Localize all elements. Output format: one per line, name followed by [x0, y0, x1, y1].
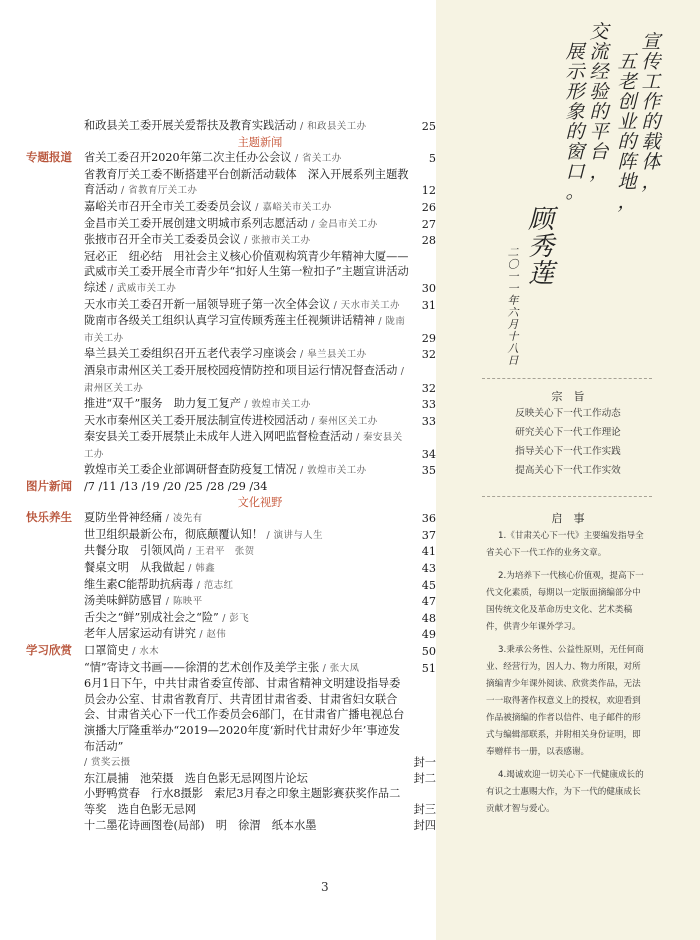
toc-page: 33 [421, 414, 436, 428]
toc-entry[interactable] [26, 413, 436, 430]
toc-entry[interactable] [26, 593, 436, 610]
toc-separator: / [184, 546, 196, 558]
toc-title: /7 /11 /13 /19 /20 /25 /28 /29 /34 [84, 480, 268, 494]
calligraphy-column: 五老创业的阵地， [617, 51, 637, 213]
toc-page: 48 [421, 611, 436, 625]
toc-title: 夏防坐骨神经痛 [84, 511, 163, 525]
toc-page: 51 [421, 661, 436, 675]
toc-source: 省关工办 [302, 153, 342, 165]
divider-middle [482, 496, 652, 497]
toc-title: 共餐分取 引领风尚 [84, 544, 185, 558]
toc-entry[interactable] [26, 754, 436, 771]
toc-separator: / [193, 579, 204, 591]
toc-page: 封二 [413, 771, 436, 785]
toc-source: 天水市关工办 [340, 299, 401, 311]
toc-separator: / [307, 415, 319, 427]
toc-source: 陈映平 [172, 596, 203, 608]
toc-page: 封三 [413, 802, 436, 816]
toc-source: 嘉峪关市关工办 [262, 201, 332, 213]
toc-source: 演讲与人生 [273, 529, 324, 541]
toc-separator: / [128, 646, 140, 657]
toc-title: 十二墨花诗画图卷(局部) 明 徐渭 纸本水墨 [84, 818, 317, 832]
toc-entry[interactable] [26, 660, 436, 677]
toc-entry[interactable] [26, 543, 436, 560]
toc-title: 金昌市关工委开展创建文明城市系列志愿活动 [84, 216, 308, 230]
toc-title: 老年人居家运动有讲究 [84, 627, 196, 641]
toc-title: 汤美味鲜防感冒 [84, 594, 163, 608]
page-number: 3 [321, 880, 329, 894]
toc-entry[interactable] [26, 363, 436, 396]
toc-page: 32 [421, 381, 436, 395]
toc-entry[interactable] [26, 479, 436, 495]
section-heading: 文化视野 [237, 495, 283, 509]
toc-page: 5 [428, 152, 436, 166]
toc-title: “情”寄诗文书画——徐渭的艺术创作及美学主张 [84, 660, 320, 674]
toc-entry[interactable] [26, 118, 436, 135]
toc-separator: / [106, 282, 118, 294]
toc-entry[interactable] [26, 429, 436, 462]
toc-entry[interactable] [26, 199, 436, 216]
mission-list [436, 404, 700, 480]
calligraphy-column: 顾秀莲 [527, 205, 555, 289]
calligraphy-inscription [491, 21, 666, 367]
toc-title: 省教育厅关工委不断搭建平台创新活动载体 深入开展系列主题教育活动 [84, 167, 409, 197]
toc-separator: / [218, 612, 230, 624]
toc-source: 张大凤 [329, 662, 360, 674]
notice-item: 2.为培养下一代核心价值观，提高下一代文化素质，每期以一定版面摘编部分中国传统文化及革命历史文化、艺术类稿件，供青少年课外学习。 [486, 571, 644, 632]
toc-source: 赵伟 [206, 629, 227, 641]
toc-entry[interactable] [26, 560, 436, 577]
toc-entry[interactable] [26, 249, 436, 297]
toc-page: 29 [421, 331, 436, 345]
toc-source: 秦安县关工办 [84, 432, 403, 460]
toc-entry[interactable] [26, 232, 436, 249]
mission-item: 反映关心下一代工作动态 [515, 408, 621, 419]
toc-title: 餐桌文明 从我做起 [84, 561, 185, 575]
toc-separator: / [240, 399, 252, 411]
toc-title: 陇南市各级关工组织认真学习宣传顾秀莲主任视频讲话精神 [84, 314, 375, 328]
toc-title: 天水市关工委召开新一届领导班子第一次全体会议 [84, 297, 331, 311]
mission-title: 宗 旨 [551, 390, 585, 403]
toc-entry[interactable] [26, 167, 436, 199]
toc-title: 冠必正 纽必结 用社会主义核心价值观构筑青少年精神大厦——武威市关工委开展全市青少年“扣好人生第一粒扣子”主题宣讲活动综述 [84, 249, 409, 294]
table-of-contents [26, 118, 436, 833]
toc-source: 赏奖云摄 [91, 757, 131, 769]
toc-page: 43 [421, 562, 436, 576]
toc-page: 49 [421, 628, 436, 642]
toc-title: 舌尖之“鲜”别成社会之“险” [84, 610, 219, 624]
toc-source: 王君平 张贺 [195, 546, 255, 558]
toc-section-label: 专题报道 [26, 150, 72, 165]
toc-entry[interactable] [26, 510, 436, 527]
toc-title: 维生素C能帮助抗病毒 [84, 577, 194, 591]
calligraphy-column: 展示形象的窗口。 [565, 41, 585, 203]
divider-top [482, 378, 652, 379]
toc-page: 50 [421, 645, 436, 658]
toc-entry[interactable] [26, 297, 436, 314]
toc-separator: / [307, 218, 319, 230]
toc-separator: / [195, 629, 207, 641]
toc-separator: / [296, 465, 308, 477]
toc-page: 30 [421, 281, 436, 295]
toc-source: 和政县关工办 [307, 121, 367, 132]
toc-separator: / [291, 153, 303, 165]
section-heading: 主题新闻 [237, 135, 283, 149]
toc-title: 省关工委召开2020年第二次主任办公会议 [84, 151, 292, 165]
toc-source: 秦州区关工办 [318, 415, 378, 427]
toc-title: 皋兰县关工委组织召开五老代表学习座谈会 [84, 347, 297, 361]
toc-page: 34 [421, 447, 436, 461]
toc-separator: / [319, 662, 330, 674]
toc-page: 12 [421, 184, 436, 198]
toc-title: 小野鸭赏春 行水8摄影 索尼3月春之印象主题影赛获奖作品二等奖 选自色影无忌网 [84, 787, 401, 816]
toc-entry[interactable] [26, 818, 436, 834]
toc-title: 酒泉市肃州区关工委开展校园疫情防控和项目运行情况督查活动 [84, 363, 398, 377]
toc-title: 推进“双千”服务 助力复工复产 [84, 397, 241, 411]
mission-item: 研究关心下一代工作理论 [515, 427, 621, 438]
toc-page: 26 [421, 200, 436, 214]
toc-title: 天水市秦州区关工委开展法制宣传进校园活动 [84, 413, 308, 427]
notice-item: 1.《甘肃关心下一代》主要编发指导全省关心下一代工作的业务文章。 [486, 531, 644, 558]
toc-source: 韩鑫 [195, 563, 216, 575]
toc-entry[interactable] [26, 577, 436, 594]
calligraphy-column: 二〇一一年六月十八日 [507, 246, 519, 367]
toc-page: 封一 [413, 756, 436, 770]
toc-separator: / [296, 121, 308, 132]
toc-source: 敦煌市关工办 [251, 399, 311, 411]
toc-page: 41 [421, 545, 436, 559]
toc-separator: / [374, 316, 386, 328]
toc-source: 范志红 [203, 579, 234, 591]
toc-entry[interactable] [26, 786, 436, 817]
toc-page: 27 [421, 217, 436, 231]
toc-page: 封四 [413, 818, 436, 832]
toc-title: 口罩简史 [84, 644, 129, 657]
toc-section-label: 图片新闻 [26, 479, 72, 494]
notice-body [486, 528, 646, 824]
toc-separator: / [263, 529, 274, 541]
toc-separator: / [296, 349, 308, 361]
calligraphy-column: 宣传工作的载体， [641, 31, 661, 193]
notice-item: 4.竭诚欢迎一切关心下一代健康成长的有识之士惠赐大作，为下一代的健康成长贡献才智与爱心。 [486, 770, 644, 814]
toc-page: 36 [421, 512, 436, 526]
toc-entry[interactable] [26, 676, 436, 754]
toc-entry[interactable] [26, 527, 436, 544]
toc-entry[interactable] [26, 396, 436, 413]
toc-page: 25 [421, 120, 436, 133]
toc-entry[interactable] [26, 643, 436, 660]
toc-separator: / [251, 201, 263, 213]
toc-separator: / [330, 299, 341, 311]
toc-title: 敦煌市关工委企业部调研督查防疫复工情况 [84, 463, 297, 477]
toc-source: 张掖市关工办 [251, 235, 311, 247]
toc-source: 肃州区关工办 [84, 382, 144, 394]
toc-page: 32 [421, 348, 436, 362]
toc-source: 敦煌市关工办 [307, 465, 367, 477]
toc-source: 凌先有 [172, 513, 203, 525]
toc-page: 31 [421, 298, 436, 312]
toc-page: 45 [421, 578, 436, 592]
toc-entry[interactable] [26, 462, 436, 479]
toc-entry[interactable] [26, 626, 436, 643]
sidebar-panel [436, 0, 700, 940]
toc-page: 35 [421, 464, 436, 478]
toc-source: 武威市关工办 [117, 282, 177, 294]
toc-entry[interactable] [26, 216, 436, 233]
toc-entry[interactable] [26, 771, 436, 787]
notice-item: 3.秉承公务性、公益性原则，无任何商业、经营行为，因人力、物力所限，对所摘编青少年课外阅读、欣赏类作品，无法一一取得著作权意义上的授权，欢迎看到作品被摘编的作者以信件、电子邮件的形式与编辑部联系，并附相关身份证明，即奉赠样书一册，以表感谢。 [486, 645, 644, 757]
mission-item: 提高关心下一代工作实效 [515, 465, 621, 476]
toc-separator: / [184, 563, 196, 575]
mission-item: 指导关心下一代工作实践 [515, 446, 621, 457]
toc-title: 张掖市召开全市关工委委员会议 [84, 233, 241, 247]
toc-entry[interactable] [26, 610, 436, 627]
toc-title: 秦安县关工委开展禁止未成年人进入网吧监督检查活动 [84, 430, 353, 444]
toc-title: 世卫组织最新公布，彻底颠覆认知！ [84, 527, 264, 541]
toc-separator: / [352, 432, 364, 444]
toc-source: 陇南市关工办 [84, 316, 406, 344]
toc-title: 嘉峪关市召开全市关工委委员会议 [84, 199, 252, 213]
toc-page: 33 [421, 398, 436, 412]
toc-entry[interactable] [26, 346, 436, 363]
toc-source: 省教育厅关工办 [128, 185, 198, 197]
toc-separator: / [117, 185, 129, 197]
toc-entry[interactable] [26, 313, 436, 346]
toc-section-label: 快乐养生 [26, 510, 72, 525]
toc-section-label: 学习欣赏 [26, 643, 72, 657]
toc-source: 彭飞 [229, 612, 250, 624]
toc-separator: / [162, 596, 173, 608]
toc-title: 和政县关工委开展关爱帮扶及教育实践活动 [84, 119, 297, 132]
notice-title: 启 事 [551, 512, 585, 525]
toc-source: 金昌市关工办 [318, 218, 378, 230]
toc-source: 皋兰县关工办 [307, 349, 367, 361]
toc-separator: / [84, 757, 92, 769]
toc-separator: / [397, 365, 405, 377]
toc-separator: / [162, 513, 173, 525]
toc-page: 37 [421, 528, 436, 542]
toc-title: 东江晨捕 池荣摄 选自色影无忌网图片论坛 [84, 771, 308, 785]
toc-page: 28 [421, 234, 436, 248]
toc-separator: / [240, 235, 252, 247]
calligraphy-column: 交流经验的平台， [589, 21, 609, 183]
toc-entry[interactable] [26, 150, 436, 167]
toc-page: 47 [421, 595, 436, 609]
toc-source: 水木 [139, 646, 160, 657]
toc-title: 6月1日下午，中共甘肃省委宣传部、甘肃省精神文明建设指导委员会办公室、甘肃省教育厅、共青团甘肃省委、甘肃省妇女联合会、甘肃省关心下一代工作委员会6部门，在甘肃省广播电视总台演播大厅隆重举办“2019—2020年度‘新时代甘肃好少年’事迹发布活动” [84, 677, 405, 753]
